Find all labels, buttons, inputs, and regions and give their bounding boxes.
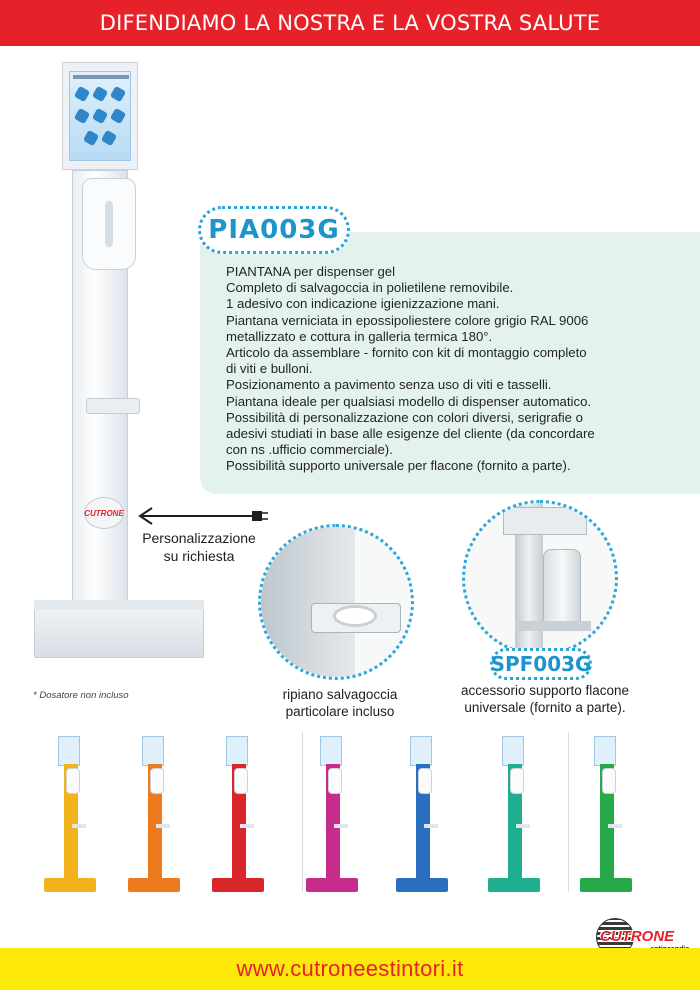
description-line: 1 adesivo con indicazione igienizzazione mani. xyxy=(226,296,500,312)
hygiene-step-icon xyxy=(110,108,126,124)
description-line: Piantana ideale per qualsiasi modello di dispenser automatico. xyxy=(226,393,592,409)
totem-sign-board xyxy=(62,62,138,170)
description-line: Possibilità supporto universale per flacone (fornito a parte). xyxy=(226,458,571,474)
color-variant xyxy=(40,728,116,900)
description-line: Possibilità di personalizzazione con colori diversi, serigrafie o xyxy=(226,409,583,425)
description-line: Posizionamento a pavimento senza uso di viti e tasselli. xyxy=(226,377,552,393)
bottle-holder-detail xyxy=(462,500,618,656)
hygiene-step-icon xyxy=(101,130,117,146)
color-variant xyxy=(124,728,200,900)
bottle-icon xyxy=(543,549,581,627)
dispenser-note: * Dosatore non incluso xyxy=(33,690,129,701)
description-line: di viti e bulloni. xyxy=(226,361,313,377)
product-code: PIA003G xyxy=(208,215,340,245)
hygiene-step-icon xyxy=(74,86,90,102)
header-banner xyxy=(0,0,700,46)
description-line: Articolo da assemblare - fornito con kit di montaggio completo xyxy=(226,345,587,361)
color-variant xyxy=(208,728,284,900)
drip-tray-detail xyxy=(258,524,414,680)
drip-tray-caption: ripiano salvagoccia particolare incluso xyxy=(282,687,398,719)
personalization-label: Personalizzazione su richiesta xyxy=(142,530,256,564)
accessory-caption: accessorio supporto flacone universale (fornito a parte). xyxy=(460,683,630,715)
accessory-code-badge xyxy=(490,648,592,680)
brand-sticker: CUTRONE xyxy=(84,497,124,529)
hygiene-sign-icon xyxy=(69,71,131,161)
color-variant xyxy=(302,728,378,900)
header-title: DIFENDIAMO LA NOSTRA E LA VOSTRA SALUTE xyxy=(99,11,601,35)
accessory-code: SPF003G xyxy=(490,652,592,676)
hygiene-step-icon xyxy=(74,108,90,124)
website-link[interactable]: www.cutroneestintori.it xyxy=(236,956,464,981)
hygiene-step-icon xyxy=(110,86,126,102)
divider xyxy=(568,732,569,892)
color-variant xyxy=(484,728,560,900)
description-line: adesivi studiati in base alle esigenze del cliente (da concordare xyxy=(226,426,595,442)
product-code-badge xyxy=(198,206,350,254)
dispenser-icon xyxy=(82,178,136,270)
description-line: Completo di salvagoccia in polietilene removibile. xyxy=(226,280,514,296)
cutrone-logo: CUTRONE xyxy=(596,918,694,962)
arrow-left-icon xyxy=(130,505,270,527)
hygiene-step-icon xyxy=(92,86,108,102)
description-line: metallizzato e cottura in galleria termica 180°. xyxy=(226,328,493,344)
color-variant xyxy=(392,728,468,900)
description-line: con ns .ufficio commerciale). xyxy=(226,442,393,458)
description-line: Piantana verniciata in epossipoliestere colore grigio RAL 9006 xyxy=(226,312,589,328)
description-line: PIANTANA per dispenser gel xyxy=(226,264,396,279)
hygiene-step-icon xyxy=(83,130,99,146)
product-description xyxy=(226,264,696,475)
color-variants xyxy=(40,728,660,908)
color-variant xyxy=(576,728,652,900)
footer-bar xyxy=(0,948,700,990)
drip-tray xyxy=(86,398,140,414)
hygiene-step-icon xyxy=(92,108,108,124)
